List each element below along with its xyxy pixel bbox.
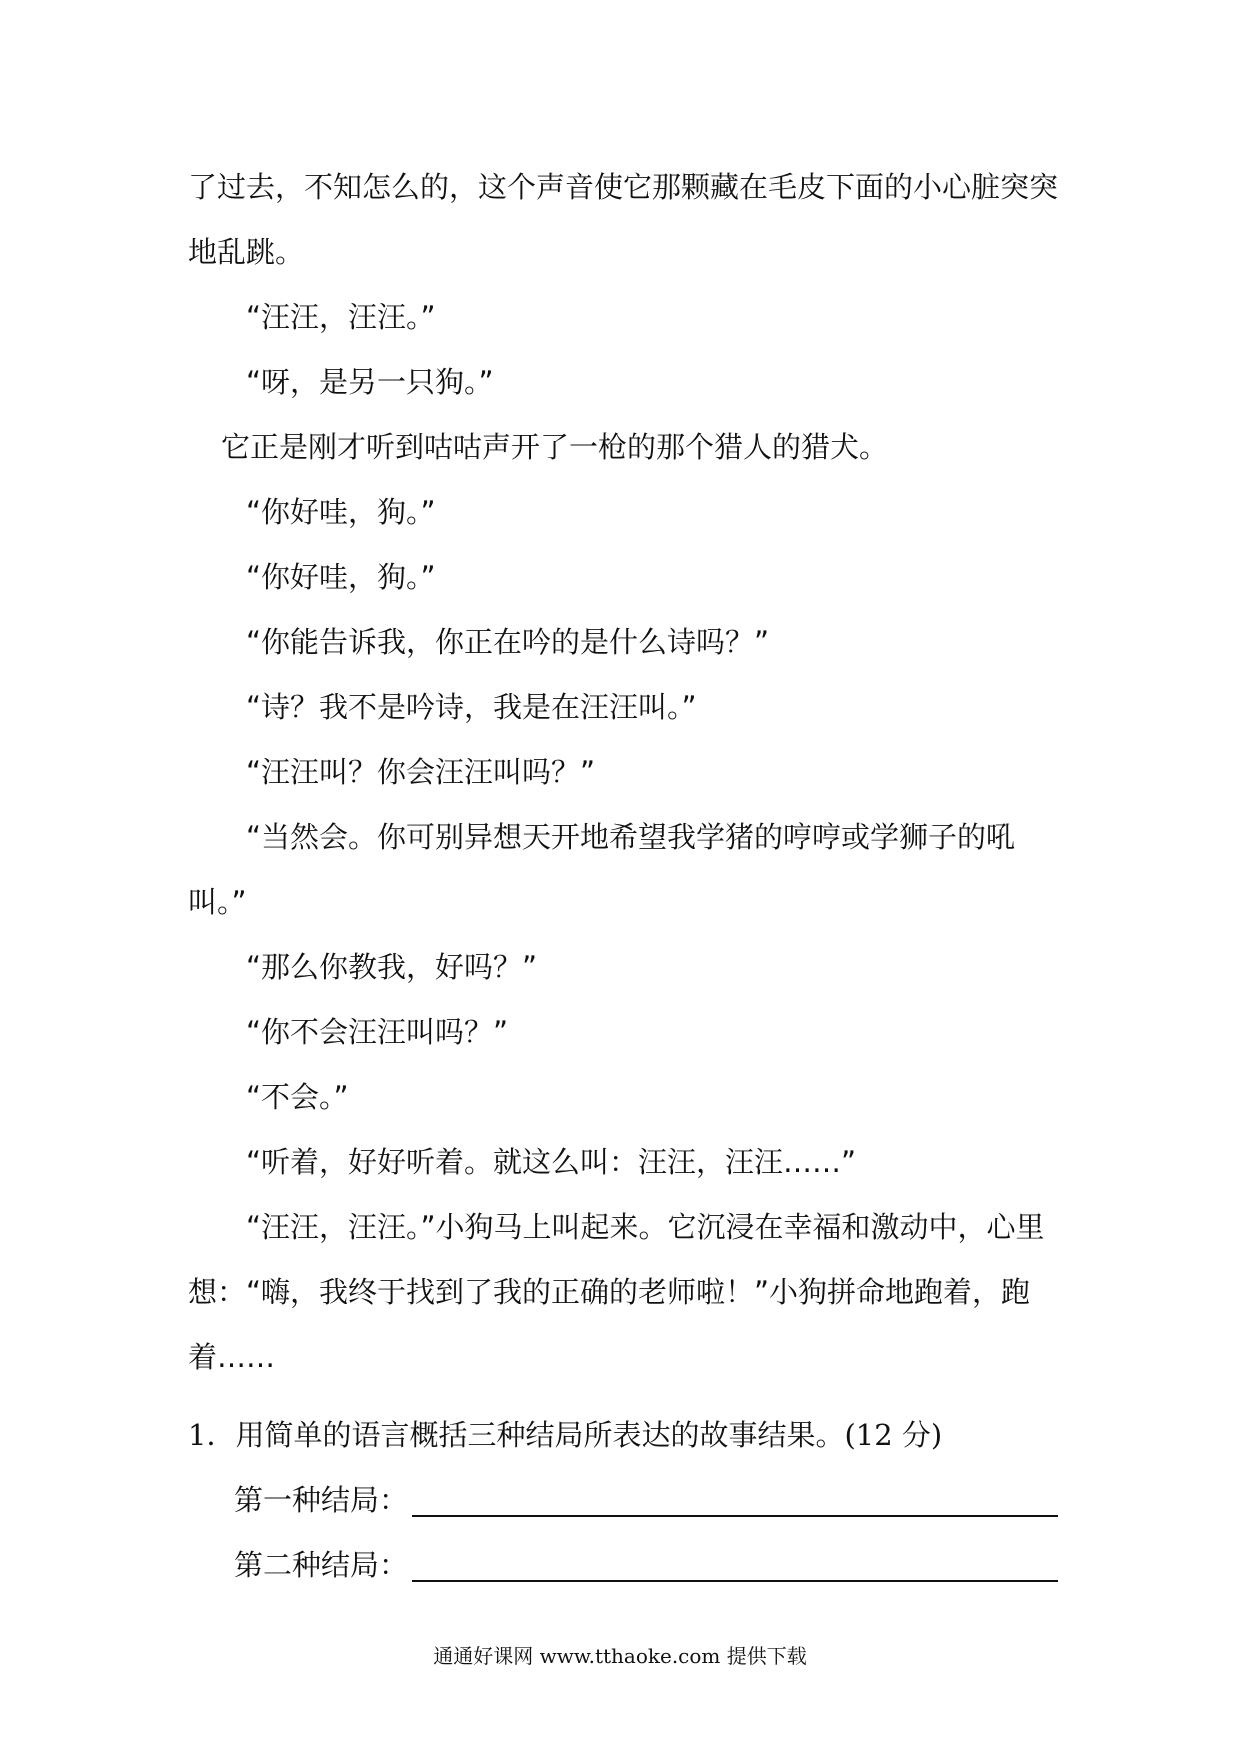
story-paragraph-13: “听着，好好听着。就这么叫：汪汪，汪汪……”: [246, 1145, 857, 1179]
question-title: 1．用简单的语言概括三种结局所表达的故事结果。(12 分): [188, 1418, 943, 1452]
story-paragraph-6: “你能告诉我，你正在吟的是什么诗吗？”: [246, 625, 770, 659]
story-paragraph-14: “汪汪，汪汪。”小狗马上叫起来。它沉浸在幸福和激动中，心里想：“嗨，我终于找到了我的正确的老师啦！”小狗拼命地跑着，跑着……: [188, 1210, 1045, 1374]
question-block: [188, 1403, 1058, 1598]
story-paragraph-11: “你不会汪汪叫吗？”: [246, 1015, 509, 1049]
story-paragraph-1: “汪汪，汪汪。”: [246, 300, 436, 334]
story-paragraph-10: “那么你教我，好吗？”: [246, 950, 538, 984]
story-paragraph-9: “当然会。你可别异想天开地希望我学猪的哼哼或学狮子的吼叫。”: [188, 820, 1016, 919]
story-paragraph-7: “诗？我不是吟诗，我是在汪汪叫。”: [246, 690, 697, 724]
story-paragraph-3: 它正是刚才听到咕咕声开了一枪的那个猎人的猎犬。: [221, 430, 889, 464]
answer-blank-second[interactable]: [412, 1550, 1058, 1582]
story-text: [188, 155, 1058, 1390]
story-paragraph-8: “汪汪叫？你会汪汪叫吗？”: [246, 755, 596, 789]
page-footer: 通通好课网 www.tthaoke.com 提供下载: [433, 1644, 807, 1668]
story-paragraph-5: “你好哇，狗。”: [246, 560, 436, 594]
answer-label-second: 第二种结局：: [234, 1548, 409, 1582]
story-paragraph-4: “你好哇，狗。”: [246, 495, 436, 529]
answer-row-first: [234, 1468, 1058, 1533]
answer-label-first: 第一种结局：: [234, 1483, 409, 1517]
answer-blank-first[interactable]: [412, 1485, 1058, 1517]
story-paragraph-12: “不会。”: [246, 1080, 349, 1114]
story-paragraph-0: 了过去，不知怎么的，这个声音使它那颗藏在毛皮下面的小心脏突突地乱跳。: [188, 170, 1059, 269]
story-paragraph-2: “呀，是另一只狗。”: [246, 365, 494, 399]
answer-row-second: [234, 1533, 1058, 1598]
